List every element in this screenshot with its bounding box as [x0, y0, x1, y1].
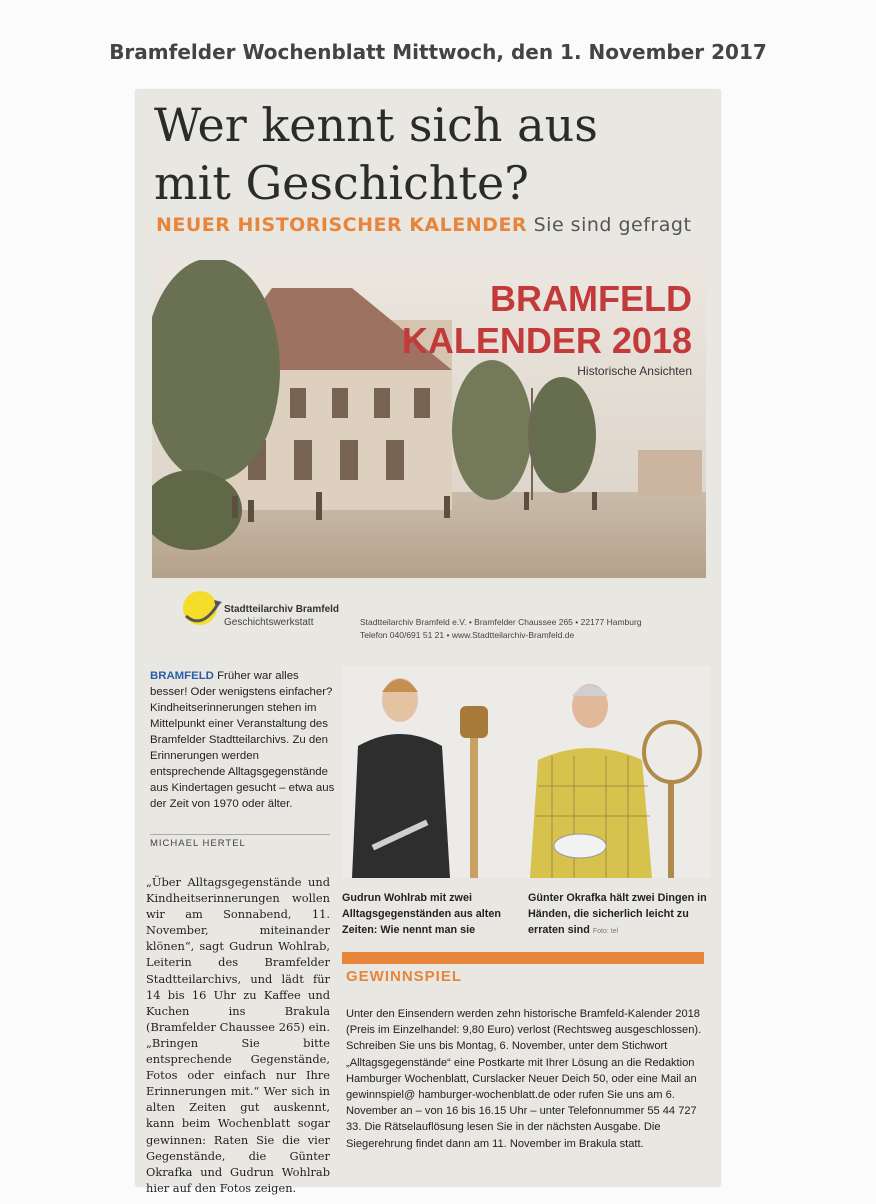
kicker-orange: NEUER HISTORISCHER KALENDER — [156, 214, 528, 236]
archive-address — [360, 616, 642, 642]
gewinnspiel-bar — [342, 952, 704, 964]
calendar-subtitle: Historische Ansichten — [577, 364, 692, 378]
people-photo — [342, 666, 710, 878]
headline — [154, 96, 714, 212]
page-header: Bramfelder Wochenblatt Mittwoch, den 1. November 2017 — [109, 40, 767, 64]
gewinnspiel-text: Unter den Einsendern werden zehn historische Bramfeld-Kalender 2018 (Preis im Einzelhandel: 9,80 Euro) verlost (Rechtsweg ausgeschlossen). Schreiben Sie uns bis Montag, 6. November, unter dem Stichwort „Alltagsgegenstände“ eine Postkarte mit Ihrer Lösung an die Redaktion Hamburger Wochenblatt, Curslacker Neuer Deich 50, oder eine Mail an gewinnspiel@ hamburger-wochenblatt.de oder rufen Sie uns am 6. November an – von 16 bis 16.15 Uhr – unter Telefonnummer 55 44 727 33. Die Rätselauflösung lesen Sie in der nächsten Ausgabe. Die Siegerehrung findet dann am 11. November im Brakula statt. — [346, 1008, 702, 1150]
calendar-title-2: KALENDER 2018 — [401, 320, 692, 361]
headline-line-1: Wer kennt sich aus — [154, 98, 598, 152]
sun-arrow-icon — [180, 586, 224, 630]
archive-logo — [180, 586, 380, 636]
logo-subtitle: Geschichtswerkstatt — [224, 617, 314, 628]
kicker — [156, 214, 691, 236]
author-byline: MICHAEL HERTEL — [150, 834, 330, 849]
lead-paragraph — [150, 668, 336, 812]
calendar-title-1: BRAMFELD — [490, 278, 692, 319]
caption-right-text: Günter Okrafka hält zwei Dingen in Händen, die sicherlich leicht zu erraten sind — [528, 892, 707, 936]
lead-city: BRAMFELD — [150, 670, 214, 682]
address-line-2: Telefon 040/691 51 21 • www.Stadtteilarchiv-Bramfeld.de — [360, 630, 575, 640]
kicker-gray: Sie sind gefragt — [533, 214, 692, 236]
calendar-title — [402, 278, 692, 362]
headline-line-2: mit Geschichte? — [154, 156, 529, 210]
newspaper-clipping — [136, 90, 720, 1195]
calendar-photo — [152, 260, 706, 578]
article-body: „Über Alltagsgegenstände und Kindheitserinnerungen wollen wir am Sonnabend, 11. November, miteinander klönen“, sagt Gudrun Wohlrab, Leiterin des Bramfelder Stadtteilarchivs, und lädt für 14 bis 16 Uhr zu Kaffee und Kuchen ins Brakula (Bramfelder Chaussee 265) ein. „Bringen Sie bitte entsprechende Gegenstände, Fotos oder einfach nur Ihre Erinnerungen mit.“ Wer sich in alten Zeiten gut auskennt, kann beim Wochenblatt sogar gewinnen: Raten Sie die vier Gegenstände, die Günter Okrafka und Gudrun Wohlrab hier auf den Fotos zeigen. — [146, 875, 330, 1195]
logo-name: Stadtteilarchiv Bramfeld — [224, 604, 340, 615]
lead-text: Früher war alles besser! Oder wenigstens einfacher? Kindheitserinnerungen stehen im Mittelpunkt einer Veranstaltung des Bramfelder Stadtteilarchivs. Zu den Erinnerungen werden entsprechende Alltagsgegenstände aus Kindertagen gesucht – etwa aus der Zeit von 1970 oder älter. — [150, 670, 335, 810]
gewinnspiel-title: GEWINNSPIEL — [346, 968, 463, 985]
caption-left: Gudrun Wohlrab mit zwei Alltagsgegenständen aus alten Zeiten: Wie nennt man sie — [342, 892, 501, 936]
portrait-photos — [342, 666, 710, 878]
photo-credit: Foto: tel — [592, 928, 619, 935]
address-line-1: Stadtteilarchiv Bramfeld e.V. • Bramfelder Chaussee 265 • 22177 Hamburg — [360, 617, 642, 627]
caption-right — [528, 890, 714, 940]
